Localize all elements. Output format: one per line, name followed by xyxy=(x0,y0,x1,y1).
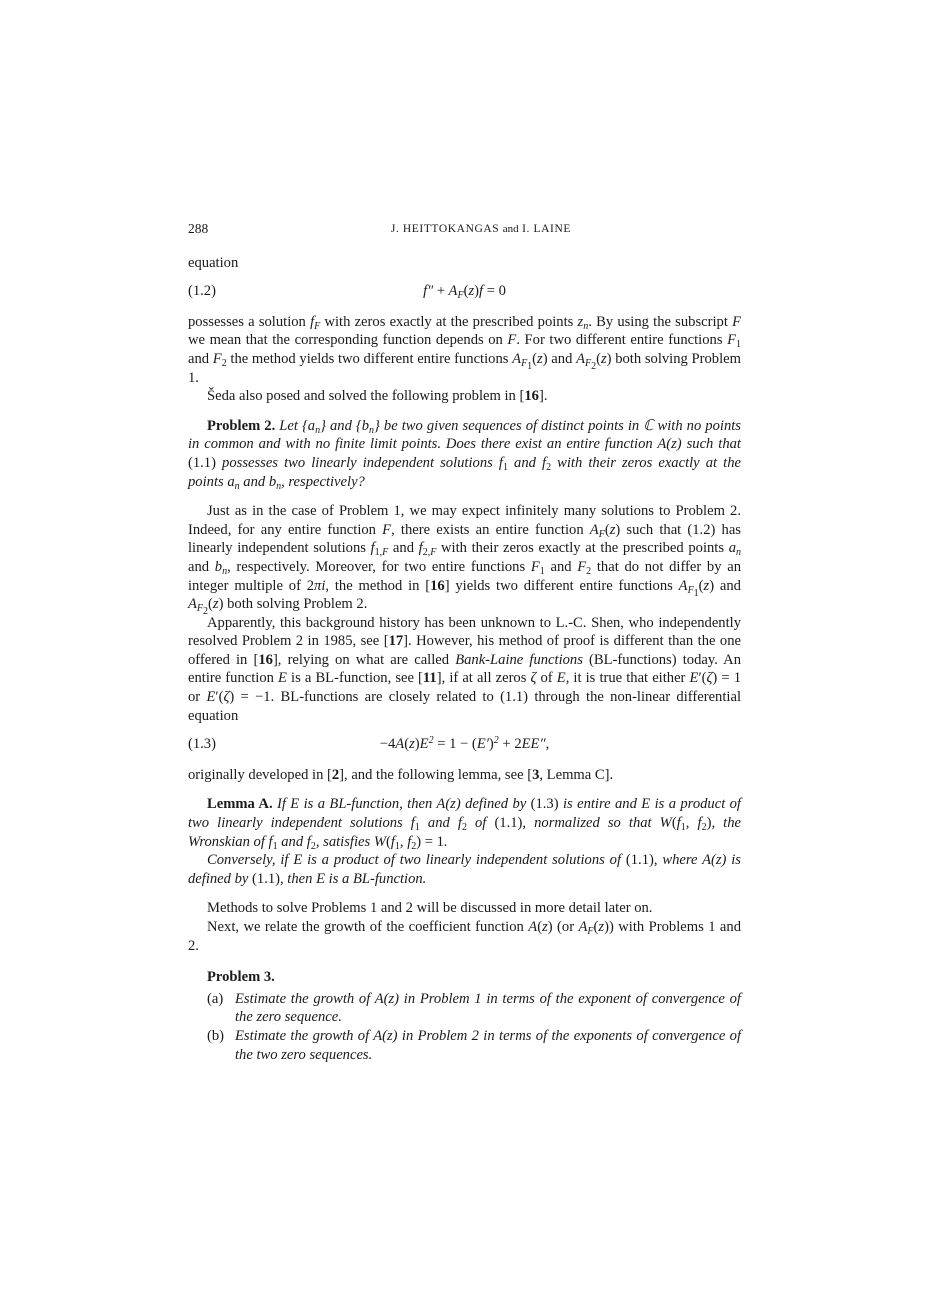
equation-1-2: (1.2) $f'' + A_F(z)f = 0$ xyxy=(188,282,741,301)
paragraph-methods: Methods to solve Problems 1 and 2 will be discussed in more detail later on. xyxy=(207,900,653,917)
equation-1-3: (1.3) $-4A(z)E^2 = 1 - (E')^2 + 2EE''$, xyxy=(188,735,741,754)
problem-2: Problem 2. Let $\{a_n\}$ and $\{b_n\}$ be two given sequences of distinct points in ℂ with no points in common and with no finite limit points. Does there exist an entire function A(z) such that (1.1) possesses two linearly independent solutions $f_1$ and $f_2$ with their zeros exactly at the points $a_n$ and $b_n$, respectively? xyxy=(188,417,741,492)
list-item xyxy=(188,1027,741,1064)
problem-2-title: Problem 2. xyxy=(207,417,276,434)
running-head-authors: J. HEITTOKANGAS and I. LAINE xyxy=(390,223,571,235)
item-label: (a) xyxy=(207,990,224,1007)
paper-page xyxy=(188,220,741,1075)
lemma-a: Lemma A. If E is a BL-function, then A(z) defined by (1.3) is entire and E is a product of two linearly independent solutions $f_1$ and $f_2$ of (1.1), normalized so that $W(f_1$, $f_2$), the Wronskian of $f_1$ and $f_2$, satisfies $W(f_1$, $f_2) = 1$. Conversely, if E is a product of two linearly independent solutions of (1.1), where A(z) is defined by (1.1), then E is a BL-function. xyxy=(188,796,741,887)
item-text: Estimate the growth of A(z) in Problem 2 in terms of the exponents of convergence of the two zero sequences. xyxy=(235,1027,741,1063)
paragraph-originally: originally developed in [2], and the following lemma, see [3, Lemma C]. xyxy=(188,766,614,783)
paragraph-next: Next, we relate the growth of the coefficient function A(z) (or $A_F(z)$) with Problems 1 and 2. xyxy=(188,919,741,954)
lemma-a-title: Lemma A. xyxy=(207,796,273,813)
paragraph-apparently: Apparently, this background history has been unknown to L.-C. Shen, who independently resolved Problem 2 in 1985, see [17]. However, his method of proof is different than the one offered in [16], relying on what are called Bank-Laine functions (BL-functions) today. An entire function E is a BL-function, see [11], if at all zeros ζ of E, it is true that either E′(ζ) = 1 or E′(ζ) = −1. BL-functions are closely related to (1.1) through the non-linear differential equation xyxy=(188,614,742,724)
running-header xyxy=(188,220,741,239)
problem-3-title: Problem 3. xyxy=(207,969,275,986)
paragraph-just-as: Just as in the case of Problem 1, we may expect infinitely many solutions to Problem 2. Indeed, for any entire function F, there exists an entire function $A_F(z)$ such that (1.2) has linearly independent solutions $f_{1,F}$ and $f_{2,F}$ with their zeros exactly at the prescribed points $a_n$ and $b_n$, respectively. Moreover, for two entire functions $F_1$ and $F_2$ that do not differ by an integer multiple of 2πi, the method in [16] yields two different entire functions $A_{F_1}(z)$ and $A_{F_2}(z)$ both solving Problem 2. xyxy=(188,503,741,618)
paragraph-equation-intro: equation xyxy=(188,254,239,271)
page-number: 288 xyxy=(188,221,209,236)
item-text: Estimate the growth of A(z) in Problem 1 in terms of the exponent of convergence of the zero sequence. xyxy=(235,990,741,1026)
paragraph-solution: possesses a solution $f_F$ with zeros exactly at the prescribed points $z_n$. By using the subscript F we mean that the corresponding function depends on F. For two different entire functions $F_1$ and $F_2$ the method yields two different entire functions $A_{F_1}(z)$ and $A_{F_2}(z)$ both solving Problem 1. xyxy=(188,313,741,386)
equation-body: $-4A(z)E^2 = 1 - (E')^2 + 2EE''$, xyxy=(379,735,550,753)
equation-body: $f'' + A_F(z)f = 0$ xyxy=(423,283,506,302)
item-label: (b) xyxy=(207,1027,225,1044)
list-item xyxy=(188,990,741,1027)
paragraph-seda: Šeda also posed and solved the following problem in [16]. xyxy=(207,388,548,405)
problem-3 xyxy=(188,968,741,1064)
problem-3-list xyxy=(188,990,741,1064)
